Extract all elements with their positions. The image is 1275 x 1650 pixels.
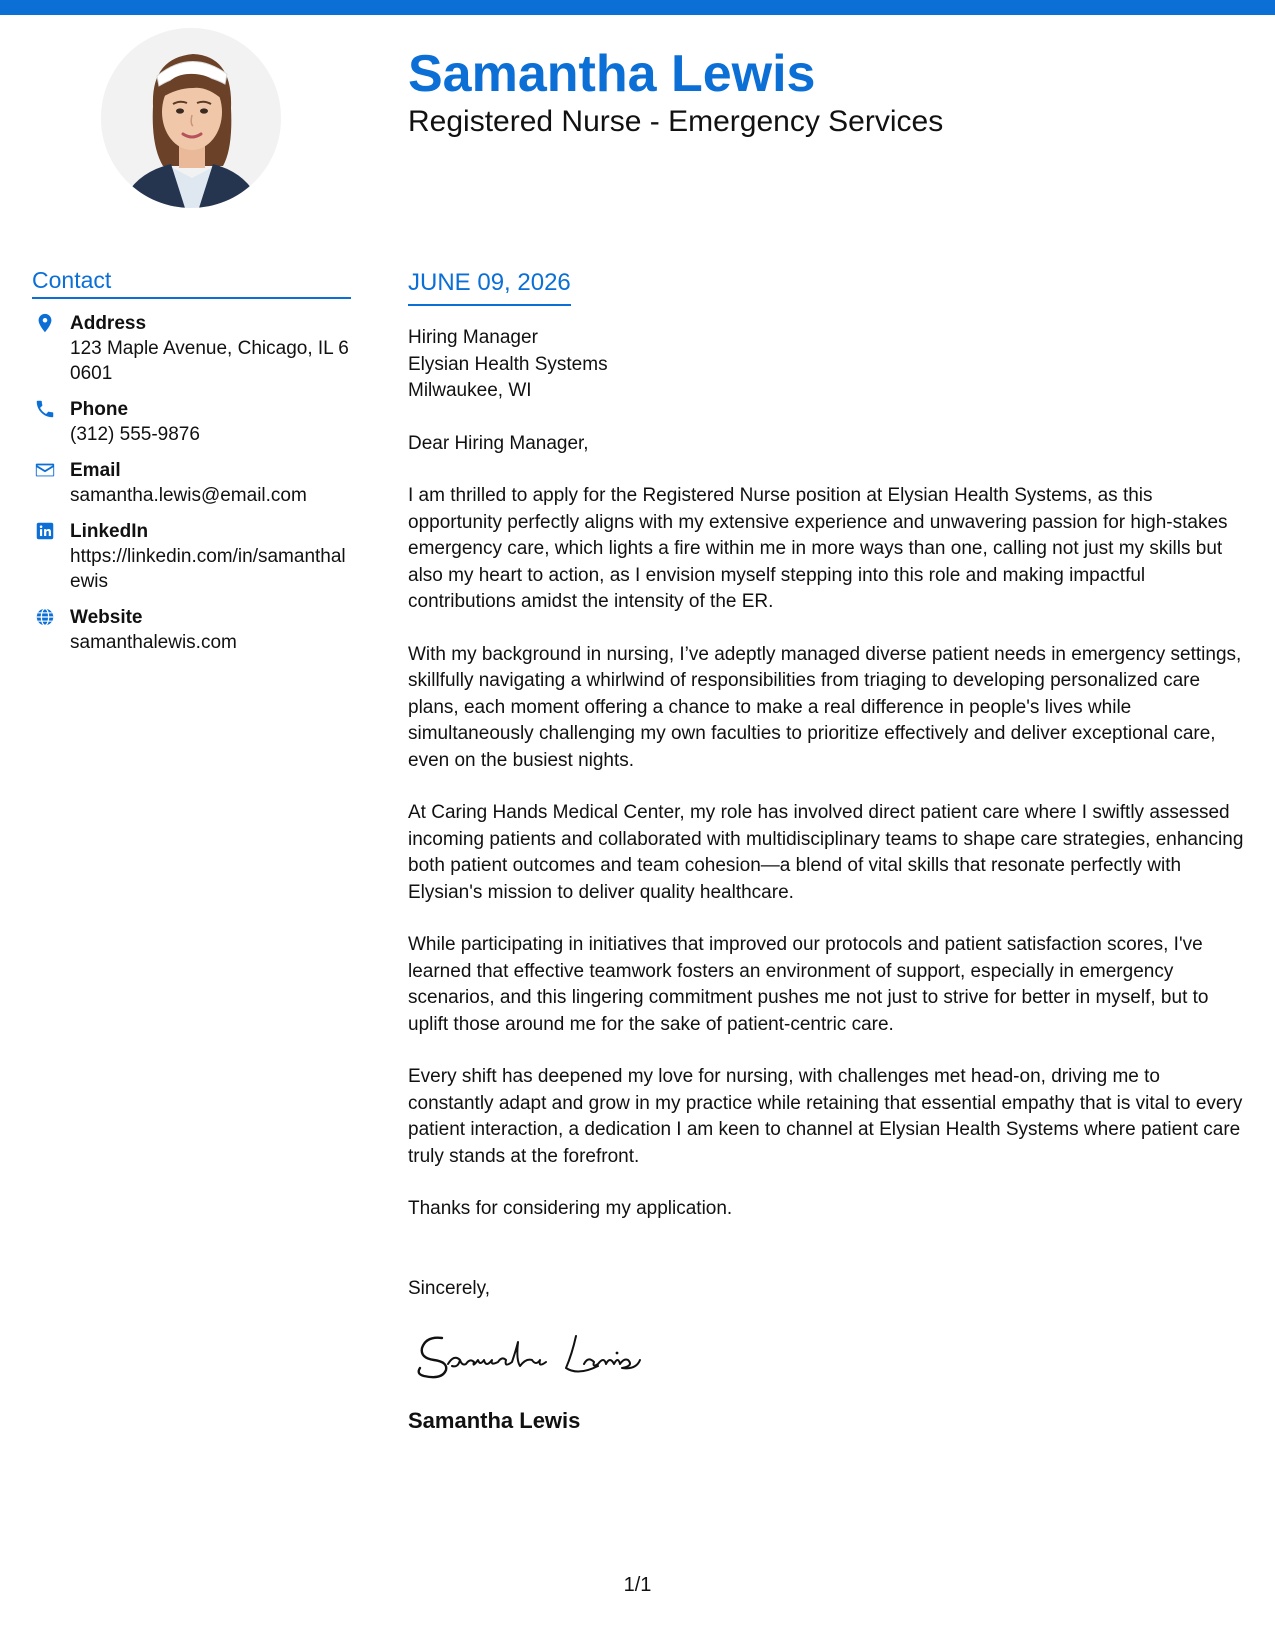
linkedin-icon <box>34 520 56 542</box>
contact-item-phone <box>32 397 351 447</box>
body-paragraph: Every shift has deepened my love for nursing, with challenges met head-on, driving me to constantly adapt and grow in my practice while retaining that essential empathy that is vital to every patient interaction, a dedication I am keen to channel at Elysian Health Systems where patient care truly stands at the forefront. <box>408 1066 1243 1167</box>
profile-photo <box>101 28 281 208</box>
salutation: Dear Hiring Manager, <box>408 432 589 454</box>
body-paragraph: With my background in nursing, I’ve adeptly managed diverse patient needs in emergency settings, skillfully navigating a whirlwind of responsibilities from triaging to developing personalized care plans, each moment offering a chance to make a real difference in people's lives while simultaneously challenging my own faculties to prioritize effectively and deliver exceptional care, even on the busiest nights. <box>408 643 1242 771</box>
contact-value: (312) 555-9876 <box>70 424 200 445</box>
contact-value: samantha.lewis@email.com <box>70 485 307 506</box>
contact-item-website <box>32 605 351 655</box>
body-paragraph: While participating in initiatives that improved our protocols and patient satisfaction scores, I've learned that effective teamwork fosters an environment of support, especially in emergency scenarios, and this lingering commitment pushes me not just to strive for better in myself, but to uplift those around me for the sake of patient-centric care. <box>408 934 1209 1035</box>
globe-icon <box>34 606 56 628</box>
handwritten-signature <box>408 1320 668 1386</box>
thanks-line: Thanks for considering my application. <box>408 1198 733 1219</box>
contact-item-address <box>32 311 351 386</box>
phone-icon <box>34 398 56 420</box>
contact-item-email <box>32 458 351 508</box>
signer-name: Samantha Lewis <box>408 1408 581 1433</box>
contact-item-linkedin <box>32 519 351 594</box>
recipient-line: Elysian Health Systems <box>408 353 608 375</box>
contact-label: Phone <box>70 399 129 420</box>
closing: Sincerely, <box>408 1277 491 1299</box>
candidate-name: Samantha Lewis <box>408 45 816 103</box>
contact-heading: Contact <box>32 265 351 299</box>
linkedin-link[interactable]: https://linkedin.com/in/samanthalewis <box>70 546 346 592</box>
contact-label: LinkedIn <box>70 521 149 542</box>
page-number: 1/1 <box>623 1574 652 1596</box>
letter-date: JUNE 09, 2026 <box>408 268 571 306</box>
contact-label: Address <box>70 313 147 334</box>
body-paragraph: I am thrilled to apply for the Registered Nurse position at Elysian Health Systems, as this opportunity perfectly aligns with my extensive experience and unwavering passion for high-stakes emergency care, which lights a fire within me in more ways than one, calling not just my skills but also my heart to action, as I envision myself stepping into this role and making impactful contributions amidst the intensity of the ER. <box>408 485 1228 612</box>
recipient-block <box>408 325 1248 405</box>
job-title: Registered Nurse - Emergency Services <box>408 105 944 138</box>
contact-value: 123 Maple Avenue, Chicago, IL 60601 <box>70 338 349 384</box>
contact-label: Email <box>70 460 121 481</box>
contact-label: Website <box>70 607 143 628</box>
letter-body <box>408 268 1248 1436</box>
recipient-line: Hiring Manager <box>408 327 538 348</box>
envelope-icon <box>34 459 56 481</box>
top-accent-bar <box>0 0 1275 15</box>
website-link[interactable]: samanthalewis.com <box>70 632 237 653</box>
contact-sidebar <box>32 265 351 666</box>
map-pin-icon <box>34 312 56 334</box>
body-paragraph: At Caring Hands Medical Center, my role has involved direct patient care where I swiftly assessed incoming patients and collaborated with multidisciplinary teams to shape care strategies, enhancing both patient outcomes and team cohesion—a blend of vital skills that resonate perfectly with Elysian's mission to deliver quality healthcare. <box>408 802 1244 903</box>
recipient-line: Milwaukee, WI <box>408 380 532 401</box>
